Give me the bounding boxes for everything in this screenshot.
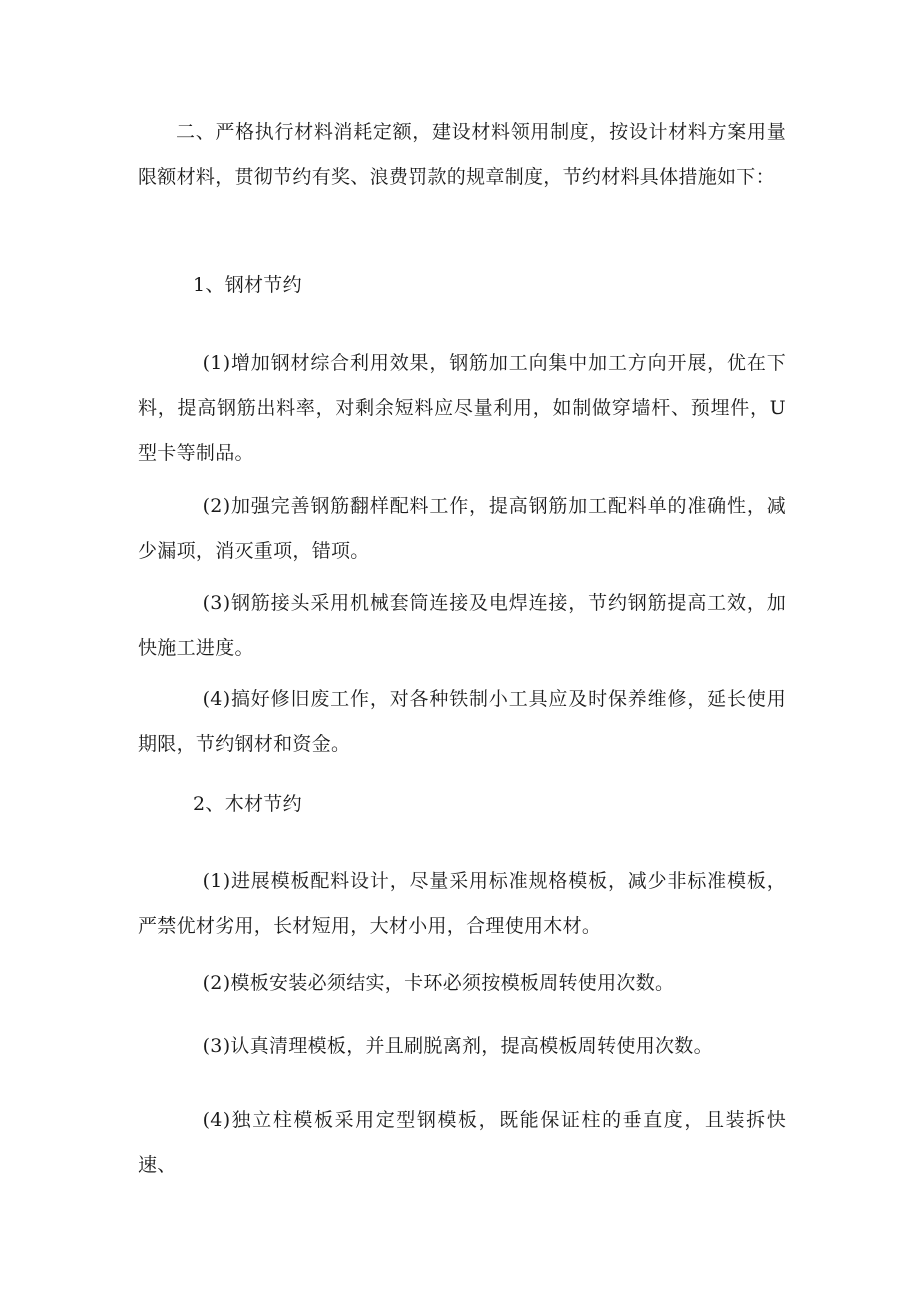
section-heading-wood: 2、木材节约 (193, 793, 302, 815)
steel-item-1: (1)增加钢材综合利用效果，钢筋加工向集中加工方向开展，优在下料，提高钢筋出料率，对剩余短料应尽量利用，如制做穿墙杆、预埋件，U型卡等制品。 (138, 352, 786, 464)
steel-item-3: (3)钢筋接头采用机械套筒连接及电焊连接，节约钢筋提高工效，加快施工进度。 (138, 592, 786, 659)
wood-item-3: (3)认真清理模板，并且刷脱离剂，提高模板周转使用次数。 (202, 1035, 713, 1057)
wood-item-1: (1)进展模板配料设计，尽量采用标准规格模板，减少非标准模板，严禁优材劣用，长材短用，大材小用，合理使用木材。 (138, 870, 786, 937)
intro-paragraph: 二、严格执行材料消耗定额，建设材料领用制度，按设计材料方案用量限额材料，贯彻节约有奖、浪费罚款的规章制度，节约材料具体措施如下： (138, 121, 786, 188)
section-heading-steel: 1、钢材节约 (193, 274, 302, 296)
steel-item-2: (2)加强完善钢筋翻样配料工作，提高钢筋加工配料单的准确性，减少漏项，消灭重项，错项。 (138, 495, 786, 562)
wood-item-2: (2)模板安装必须结实，卡环必须按模板周转使用次数。 (202, 972, 675, 994)
steel-item-4: (4)搞好修旧废工作，对各种铁制小工具应及时保养维修，延长使用期限，节约钢材和资金。 (138, 688, 786, 755)
wood-item-4: (4)独立柱模板采用定型钢模板，既能保证柱的垂直度，且装拆快速、 (138, 1109, 786, 1176)
